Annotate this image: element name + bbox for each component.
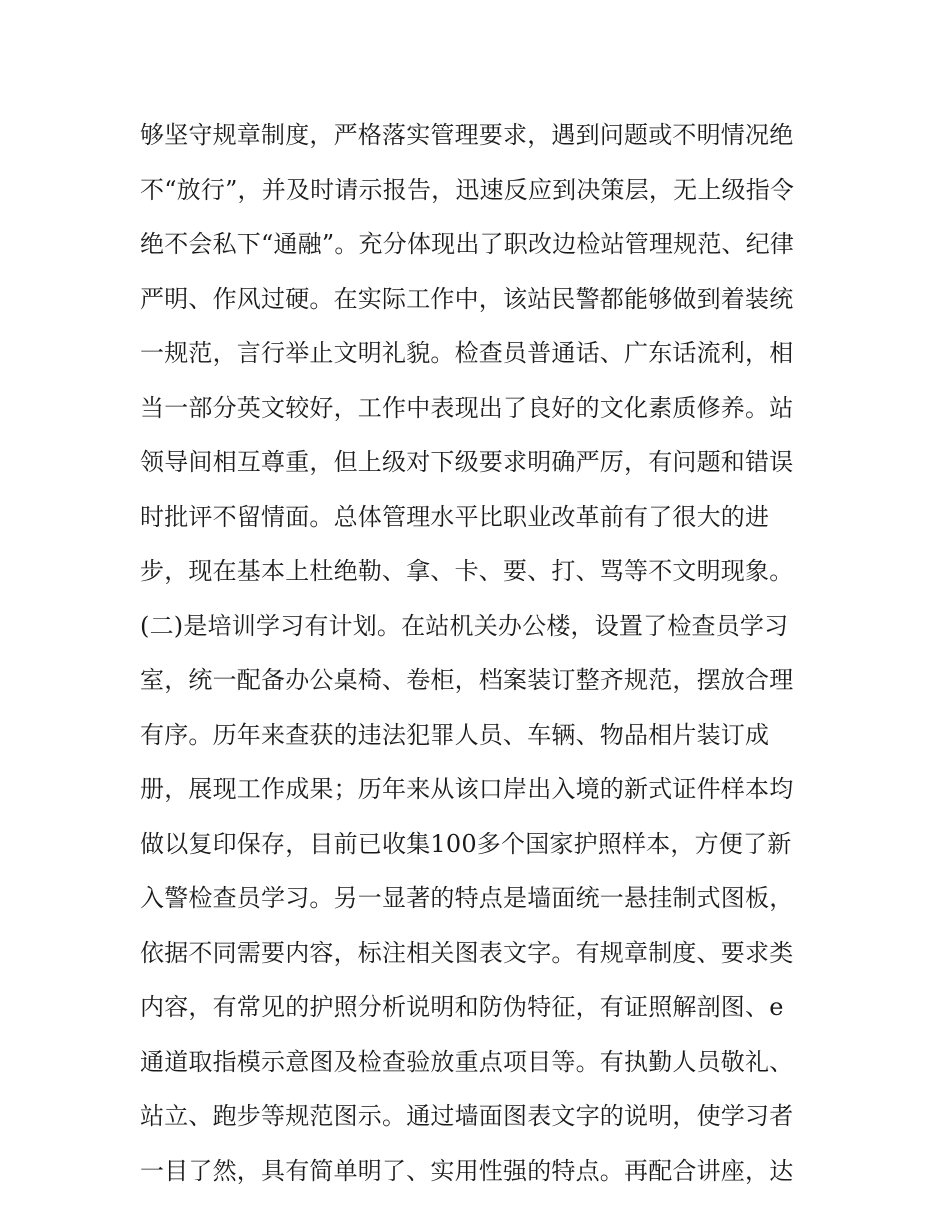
- text-line: 做以复印保存，目前已收集100多个国家护照样本，方便了新: [140, 829, 792, 858]
- body-text: [140, 108, 820, 1198]
- text-line: 够坚守规章制度，严格落实管理要求，遇到问题或不明情况绝: [140, 121, 794, 149]
- text-line: 步，现在基本上杜绝勒、拿、卡、要、打、骂等不文明现象。: [140, 557, 794, 585]
- text-line: 通道取指模示意图及检查验放重点项目等。有执勤人员敬礼、: [140, 1047, 794, 1076]
- text-line: 入警检查员学习。另一显著的特点是墙面统一悬挂制式图板，: [140, 884, 794, 912]
- text-line: 内容，有常见的护照分析说明和防伪特征，有证照解剖图、e: [140, 993, 784, 1021]
- text-line: 严明、作风过硬。在实际工作中，该站民警都能够做到着装统: [140, 284, 794, 313]
- text-line: 一目了然，具有简单明了、实用性强的特点。再配合讲座，达: [140, 1156, 794, 1185]
- text-line: 绝不会私下“通融”。充分体现出了职改边检站管理规范、纪律: [140, 230, 795, 258]
- text-line: 不“放行”，并及时请示报告，迅速反应到决策层，无上级指令: [140, 175, 795, 204]
- text-line: 室，统一配备办公桌椅、卷柜，档案装订整齐规范，摆放合理: [140, 666, 794, 694]
- text-line: 册，展现工作成果；历年来从该口岸出入境的新式证件样本均: [140, 775, 794, 803]
- text-line: 站立、跑步等规范图示。通过墙面图表文字的说明，使学习者: [140, 1102, 794, 1130]
- text-line: 一规范，言行举止文明礼貌。检查员普通话、广东话流利，相: [140, 339, 794, 367]
- text-line: (二)是培训学习有计划。在站机关办公楼，设置了检查员学习: [140, 611, 789, 640]
- text-line: 当一部分英文较好，工作中表现出了良好的文化素质修养。站: [140, 393, 794, 422]
- text-line: 时批评不留情面。总体管理水平比职业改革前有了很大的进: [140, 502, 770, 531]
- text-line: 依据不同需要内容，标注相关图表文字。有规章制度、要求类: [140, 938, 794, 967]
- text-line: 领导间相互尊重，但上级对下级要求明确严厉，有问题和错误: [140, 448, 794, 476]
- text-line: 有序。历年来查获的违法犯罪人员、车辆、物品相片装订成: [140, 720, 770, 749]
